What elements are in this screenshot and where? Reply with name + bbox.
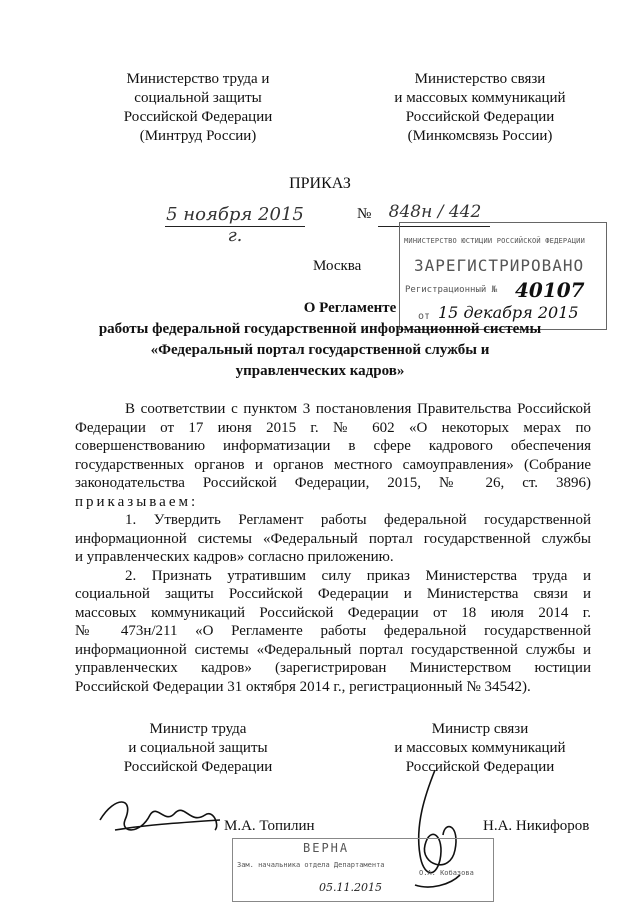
right-signatory-name: Н.А. Никифоров [483,818,590,834]
stamp-date-handwritten: 15 декабря 2015 [438,303,579,322]
left-ministry-block [78,70,318,146]
title-line: работы федеральной государственной информационной системы [98,321,542,337]
left-signature-scribble [95,785,225,850]
item2-line: № 473н/211 «О Регламенте работы федеральной государственной [75,623,591,639]
item2-line: массовых коммуникаций Российской Федерации от 18 июля 2014 г. [75,604,591,621]
document-body [75,400,591,696]
left-ministry-line: (Минтруд России) [139,128,257,144]
verification-stamp-title: ВЕРНА [303,841,350,855]
preamble-line: государственных органов и органов местного самоуправления» (Собрание [75,456,591,473]
item1-line: 1. Утвердить Регламент работы федеральной государственной [125,512,591,528]
left-ministry-line: Российской Федерации [123,109,273,125]
date-underline [165,226,305,227]
item2-line: информационной системы «Федеральный портал государственной службы и [75,641,591,658]
title-line: О Регламенте [303,300,397,316]
left-signatory-title [78,720,318,777]
title-line: «Федеральный портал государственной службы и [150,342,490,358]
verification-stamp [232,838,494,902]
title-line: управленческих кадров» [235,363,405,379]
orders-word: приказываем: [75,493,199,510]
preamble-line: В соответствии с пунктом 3 постановления Правительства Российской [125,401,591,417]
stamp-date-label: от [418,311,431,322]
left-signatory-line: Российской Федерации [123,759,273,775]
right-signatory-line: Министр связи [431,721,529,737]
left-signatory-line: Министр труда [149,721,247,737]
left-ministry-line: Министерство труда и [126,71,270,87]
item1-line: и управленческих кадров» согласно приложению. [75,549,394,565]
right-signatory-line: и массовых коммуникаций [394,740,566,756]
right-ministry-line: Министерство связи [414,71,546,87]
right-ministry-line: Российской Федерации [405,109,555,125]
document-type: ПРИКАЗ [289,175,351,192]
document-title [0,298,640,382]
number-label: № [357,206,372,222]
item2-line: управленческих кадров» (зарегистрирован Министерством юстиции [75,660,591,676]
preamble-line: законодательства Российской Федерации, 2015, № 26, ст. 3896) [75,475,591,491]
left-signatory-name: М.А. Топилин [224,818,315,834]
item2-line: социальной защиты Российской Федерации и Министерства связи и [75,586,591,602]
left-ministry-line: социальной защиты [134,90,262,106]
preamble-line: совершенствованию информатизации в сфере кадрового обеспечения [75,438,591,454]
verification-stamp-date: 05.11.2015 [319,881,382,894]
left-signatory-line: и социальной защиты [128,740,268,756]
right-signatory-line: Российской Федерации [405,759,555,775]
stamp-registered-text: ЗАРЕГИСТРИРОВАНО [414,256,585,275]
city: Москва [313,258,362,274]
right-ministry-block [360,70,600,146]
verification-stamp-name: О.А. Кобазова [419,869,474,877]
stamp-reg-label: Регистрационный № [405,285,498,295]
stamp-ministry-text: МИНИСТЕРСТВО ЮСТИЦИИ РОССИЙСКОЙ ФЕДЕРАЦИИ [404,237,585,245]
item2-line: 2. Признать утратившим силу приказ Министерства труда и [125,567,591,584]
right-ministry-line: и массовых коммуникаций [394,90,566,106]
stamp-reg-number: 40107 [515,278,585,302]
preamble-line: Федерации от 17 июня 2015 г. № 602 «О некоторых мерах по [75,419,591,436]
order-number-handwritten: 848н / 442 [388,202,482,222]
verification-stamp-position: Зам. начальника отдела Департамента [237,861,385,869]
right-ministry-line: (Минкомсвязь России) [407,128,553,144]
order-date-handwritten: 5 ноября 2015 г. [166,204,304,246]
item1-line: информационной системы «Федеральный портал государственной службы [75,530,591,547]
item2-line: Российской Федерации 31 октября 2014 г., регистрационный № 34542). [75,678,531,695]
